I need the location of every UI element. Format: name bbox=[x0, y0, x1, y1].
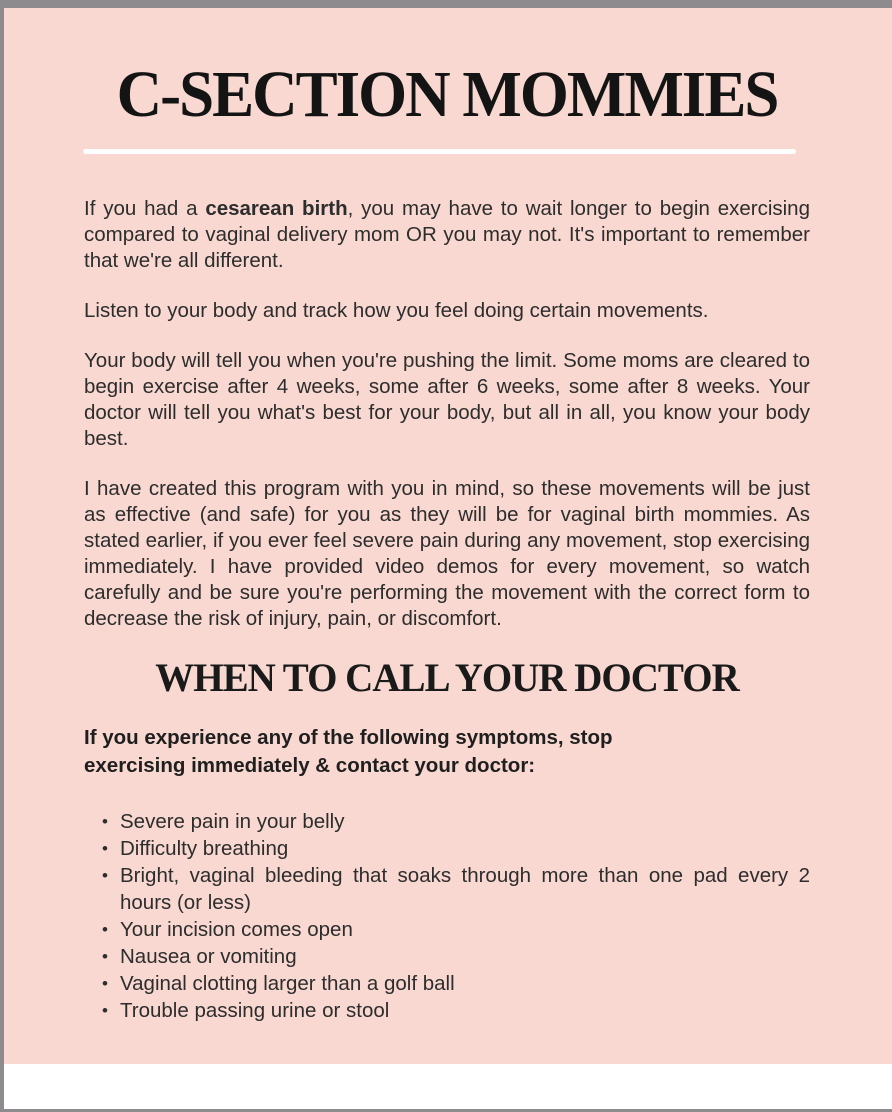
title-divider bbox=[83, 149, 796, 154]
warning-line-2: exercising immediately & contact your doctor: bbox=[84, 754, 536, 777]
symptom-item: • Your incision comes open bbox=[102, 916, 810, 943]
warning-text bbox=[84, 724, 810, 780]
p1-bold-phrase: cesarean birth bbox=[205, 197, 348, 220]
intro-paragraph-1 bbox=[84, 196, 810, 274]
symptom-item: • Severe pain in your belly bbox=[102, 808, 810, 835]
page-title: C-SECTION MOMMIES bbox=[116, 57, 778, 131]
pink-content-panel bbox=[4, 8, 892, 1064]
p1-suffix: , you may have to wait longer to begin exercising compared to vaginal delivery mom OR you may not. It's important to remember that we're all different. bbox=[84, 197, 810, 272]
document-page bbox=[4, 8, 892, 1109]
page-frame-left bbox=[0, 0, 4, 1112]
symptom-item: • Difficulty breathing bbox=[102, 835, 810, 862]
section-heading: WHEN TO CALL YOUR DOCTOR bbox=[155, 656, 739, 701]
intro-copy bbox=[84, 196, 810, 632]
symptom-list bbox=[84, 808, 810, 1024]
symptom-item: • Bright, vaginal bleeding that soaks through more than one pad every 2 hours (or less) bbox=[102, 862, 810, 916]
intro-paragraph-2: Listen to your body and track how you feel doing certain movements. bbox=[84, 299, 709, 322]
warning-line-1: If you experience any of the following symptoms, stop bbox=[84, 726, 613, 749]
p1-prefix: If you had a bbox=[84, 197, 206, 220]
intro-paragraph-3: Your body will tell you when you're pushing the limit. Some moms are cleared to begin exercise after 4 weeks, some after 6 weeks, some after 8 weeks. Your doctor will tell you what's best for your body, but all in all, you know your body best. bbox=[84, 349, 810, 450]
page-frame-top bbox=[0, 0, 892, 8]
symptom-item: • Trouble passing urine or stool bbox=[102, 997, 810, 1024]
intro-paragraph-4: I have created this program with you in mind, so these movements will be just as effective (and safe) for you as they will be for vaginal birth mommies. As stated earlier, if you ever feel severe pain during any movement, stop exercising immediately. I have provided video demos for every movement, so watch carefully and be sure you're performing the movement with the correct form to decrease the risk of injury, pain, or discomfort. bbox=[84, 477, 810, 630]
symptom-item: • Nausea or vomiting bbox=[102, 943, 810, 970]
symptom-item: • Vaginal clotting larger than a golf ball bbox=[102, 970, 810, 997]
